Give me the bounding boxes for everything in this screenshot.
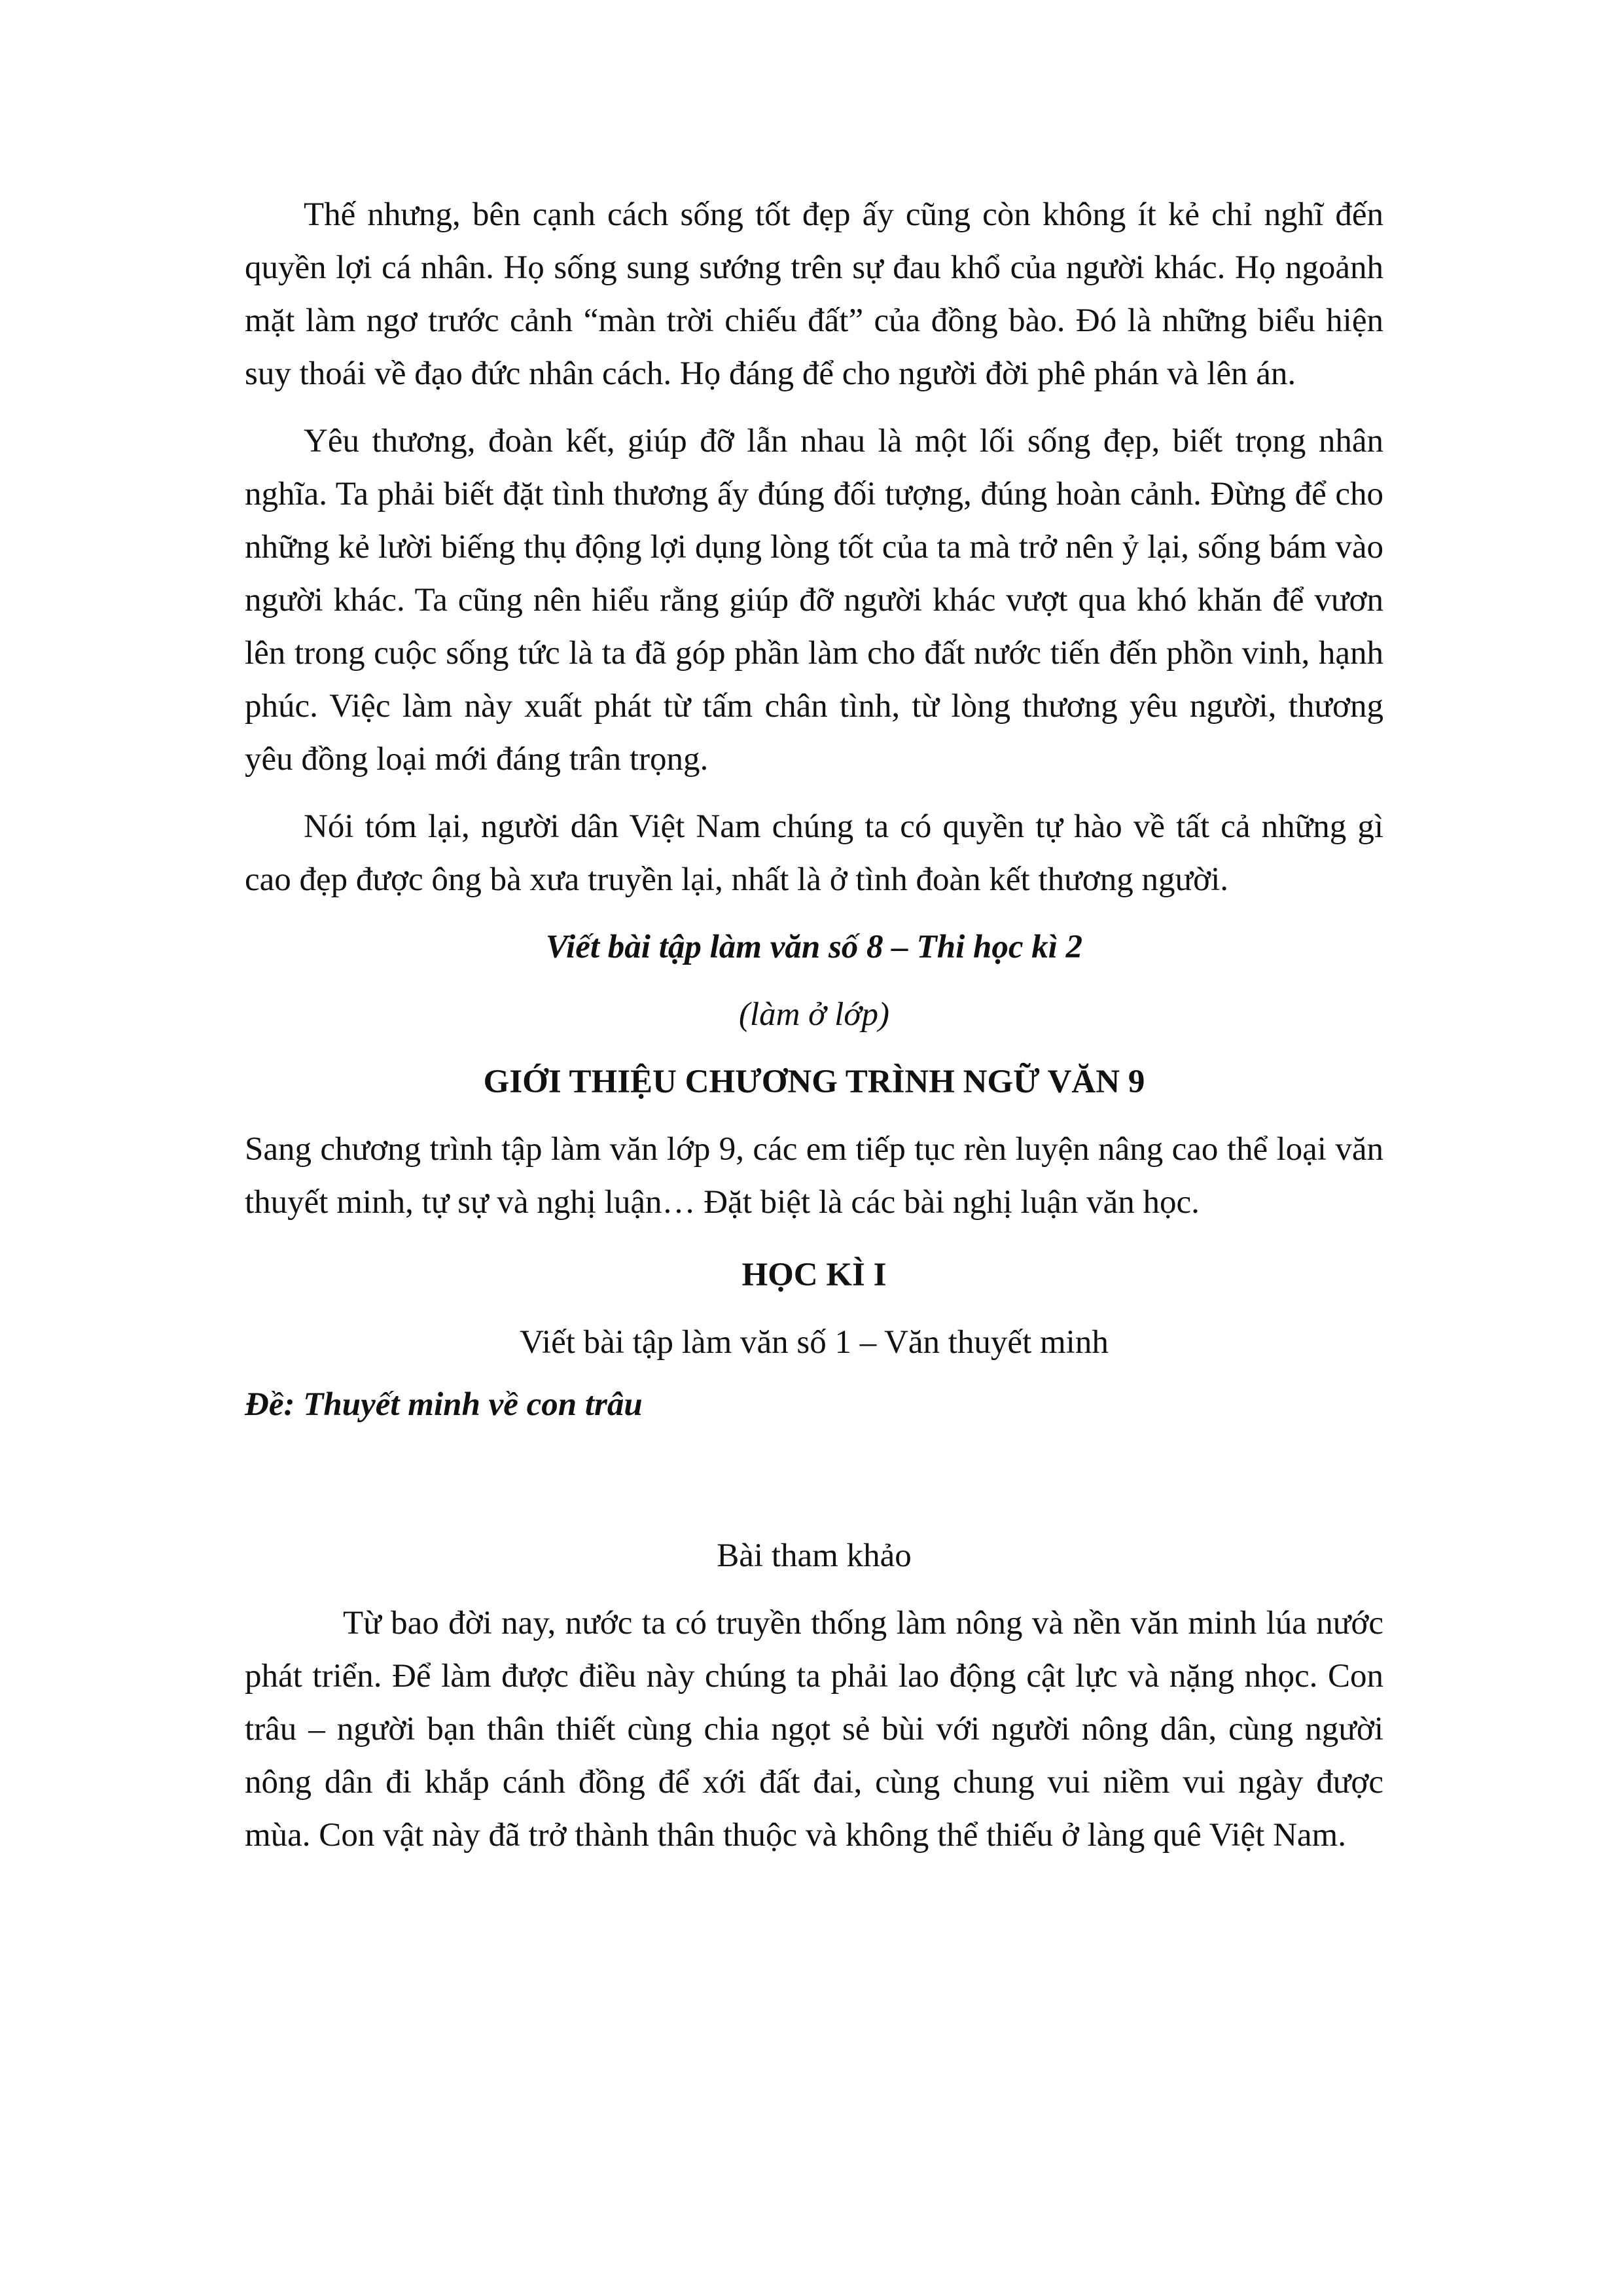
assignment-1-title: Viết bài tập làm văn số 1 – Văn thuyết minh <box>520 1324 1109 1361</box>
paragraph-conclusion: Nói tóm lại, người dân Việt Nam chúng ta có quyền tự hào về tất cả những gì cao đẹp được ông bà xưa truyền lại, nhất là ở tình đoàn kết thương người. <box>245 808 1383 898</box>
program-heading: GIỚI THIỆU CHƯƠNG TRÌNH NGỮ VĂN 9 <box>483 1064 1145 1100</box>
paragraph-criticism: Thế nhưng, bên cạnh cách sống tốt đẹp ấy cũng còn không ít kẻ chỉ nghĩ đến quyền lợi cá nhân. Họ sống sung sướng trên sự đau khổ của người khác. Họ ngoảnh mặt làm ngơ trước cảnh “màn trời chiếu đất” của đồng bào. Đó là những biểu hiện suy thoái về đạo đức nhân cách. Họ đáng để cho người đời phê phán và lên án. <box>245 196 1383 392</box>
semester-heading: HỌC KÌ I <box>741 1257 887 1293</box>
paragraph-solidarity: Yêu thương, đoàn kết, giúp đỡ lẫn nhau là một lối sống đẹp, biết trọng nhân nghĩa. Ta phải biết đặt tình thương ấy đúng đối tượng, đúng hoàn cảnh. Đừng để cho những kẻ lười biếng thụ động lợi dụng lòng tốt của ta mà trở nên ỷ lại, sống bám vào người khác. Ta cũng nên hiểu rằng giúp đỡ người khác vượt qua khó khăn để vươn lên trong cuộc sống tức là ta đã góp phần làm cho đất nước tiến đến phồn vinh, hạnh phúc. Việc làm này xuất phát từ tấm chân tình, từ lòng thương yêu người, thương yêu đồng loại mới đáng trân trọng. <box>245 423 1383 778</box>
essay-prompt: Đề: Thuyết minh về con trâu <box>245 1386 643 1423</box>
program-intro: Sang chương trình tập làm văn lớp 9, các em tiếp tục rèn luyện nâng cao thể loại văn thuyết minh, tự sự và nghị luận… Đặt biệt là các bài nghị luận văn học. <box>245 1131 1383 1221</box>
assignment-8-note: (làm ở lớp) <box>738 996 890 1033</box>
reference-paragraph: Từ bao đời nay, nước ta có truyền thống làm nông và nền văn minh lúa nước phát triển. Để làm được điều này chúng ta phải lao động cật lực và nặng nhọc. Con trâu – người bạn thân thiết cùng chia ngọt sẻ bùi với người nông dân, cùng người nông dân đi khắp cánh đồng để xới đất đai, cùng chung vui niềm vui ngày được mùa. Con vật này đã trở thành thân thuộc và không thể thiếu ở làng quê Việt Nam. <box>245 1605 1383 1854</box>
page-content <box>245 188 1383 1862</box>
assignment-8-title: Viết bài tập làm văn số 8 – Thi học kì 2 <box>545 929 1083 965</box>
reference-title: Bài tham khảo <box>717 1537 912 1574</box>
